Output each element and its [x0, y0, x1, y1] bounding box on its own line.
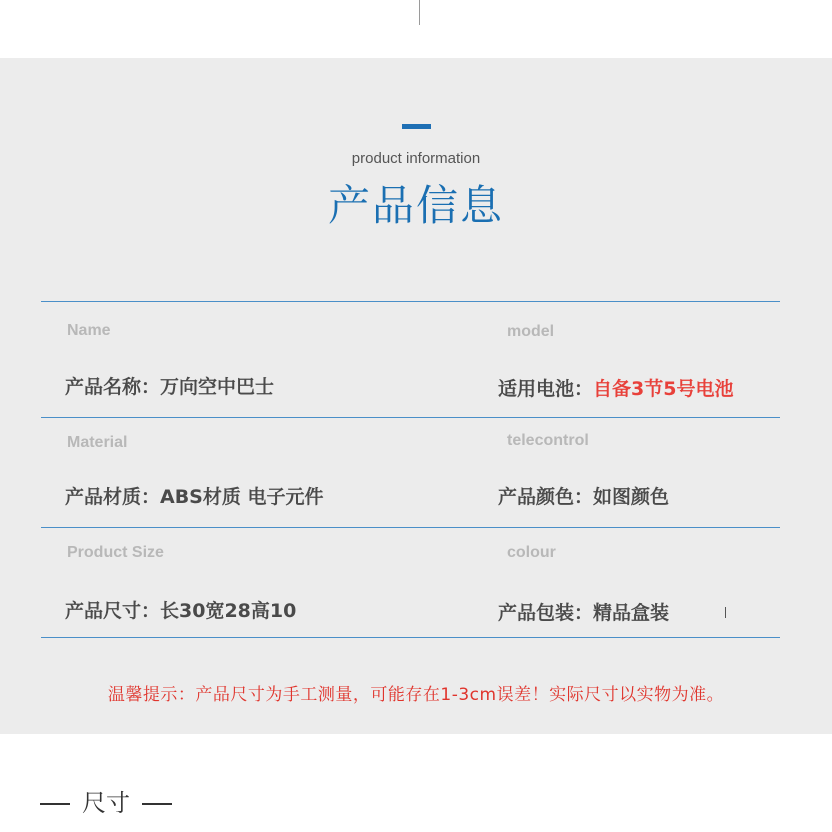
product-info-panel [0, 58, 832, 734]
battery-value [498, 374, 733, 401]
name-value: 产品名称：万向空中巴士 [65, 376, 275, 398]
section-subtitle: product information [351, 150, 481, 167]
telecontrol-label: telecontrol [507, 432, 589, 449]
table-divider [41, 417, 780, 418]
heading-dash-left [40, 803, 70, 805]
size-section-heading [40, 783, 172, 818]
table-divider [41, 301, 780, 302]
material-label: Material [67, 434, 128, 451]
colour-label: colour [507, 544, 556, 561]
size-value: 产品尺寸：长30宽28高10 [65, 600, 297, 622]
table-divider [41, 637, 780, 638]
stray-mark [725, 607, 726, 618]
name-label: Name [67, 322, 111, 339]
top-divider [419, 0, 420, 25]
section-title: 产品信息 [327, 181, 504, 230]
size-heading-label: 尺寸 [82, 789, 130, 817]
material-value: 产品材质：ABS材质 电子元件 [65, 486, 324, 508]
model-label: model [507, 323, 555, 340]
battery-highlight: 自备3节5号电池 [593, 378, 734, 400]
accent-bar [402, 124, 431, 129]
package-value: 产品包装：精品盒装 [498, 602, 670, 624]
table-divider [41, 527, 780, 528]
color-value: 产品颜色：如图颜色 [498, 486, 670, 508]
size-label: Product Size [67, 544, 164, 561]
battery-prefix: 适用电池： [498, 378, 594, 400]
heading-dash-right [142, 803, 172, 805]
measurement-tip: 温馨提示：产品尺寸为手工测量，可能存在1-3cm误差！实际尺寸以实物为准。 [107, 685, 725, 705]
